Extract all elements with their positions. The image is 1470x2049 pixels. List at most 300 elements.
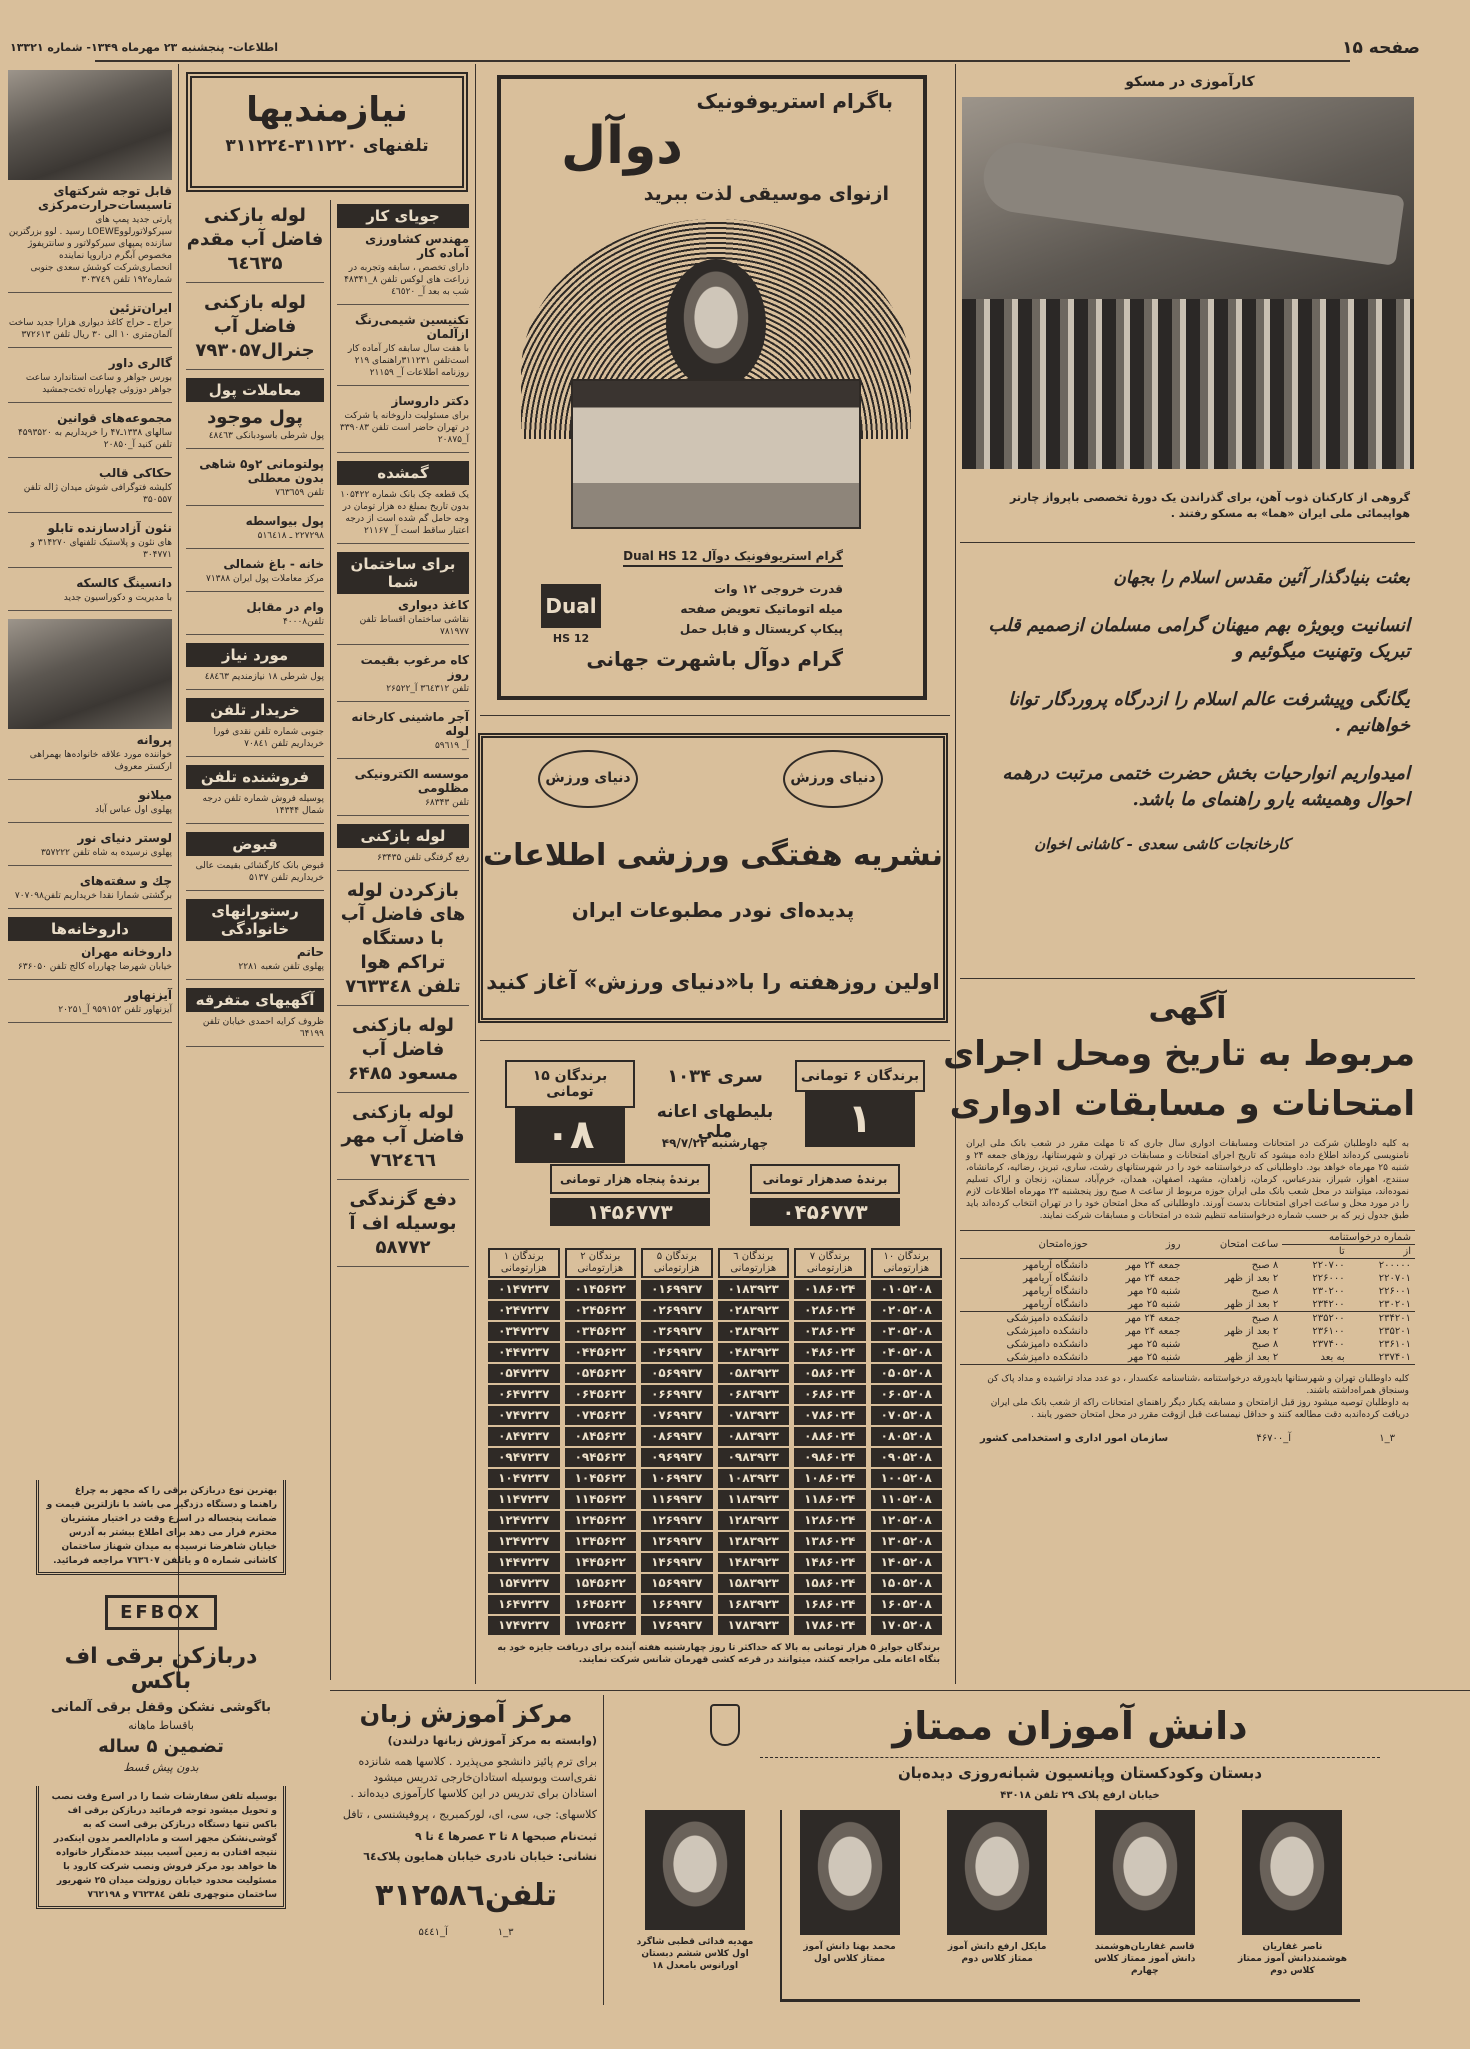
exam-row xyxy=(960,1298,1415,1312)
dual-line2: ازنوای موسیقی لذت ببرید xyxy=(640,183,893,205)
classified-ad xyxy=(186,832,324,891)
student-photo xyxy=(1095,1810,1195,1935)
student-caption: مایکل ارفع دانش آموز ممتاز کلاس دوم xyxy=(947,1942,1047,1964)
section-rule xyxy=(960,978,1415,979)
exam-code-2: آ_۴۶۷۰۰ xyxy=(1256,1433,1291,1444)
exam-cell: دانشکده دامپزشکی xyxy=(1006,1326,1088,1337)
section-rule xyxy=(480,1040,950,1041)
section-rule xyxy=(330,1690,1470,1691)
sport-logo-left: دنیای ورزش xyxy=(538,750,638,808)
school-subtitle: دبستان وکودکستان وپانسیون شبانه‌روزی دیده‌بان xyxy=(897,1764,1263,1782)
ad-title: قابل توجه شرکتهای تاسیسات‌حرارت‌مرکزی xyxy=(37,184,172,212)
ad-body: خواننده مورد علاقه خانواده‌ها بهمراهی ارکستر معروف xyxy=(29,750,172,772)
ad-body: پوسیله فروش شماره تلفن درجه شمال ۱۴۳۴۴ xyxy=(202,794,324,816)
ad-title: دکتر داروساز xyxy=(391,394,469,408)
school-ad xyxy=(630,1700,1380,2000)
lottery-number: ۰۸۰۵۲۰۸ xyxy=(871,1427,943,1446)
exam-issuer: سازمان امور اداری و استخدامی کشور xyxy=(980,1433,1169,1444)
exam-cell: جمعه ۲۴ مهر xyxy=(1125,1273,1181,1284)
lottery-number: ۰۸۴۵۶۲۲ xyxy=(565,1427,637,1446)
exam-cell: ۲۲۶۰۰۱ xyxy=(1378,1286,1411,1297)
student-photo xyxy=(1242,1810,1342,1935)
lottery-number: ۱۷۸۳۹۲۳ xyxy=(718,1616,790,1635)
lottery-number: ۰۵۴۷۲۳۷ xyxy=(488,1364,560,1383)
ad-title: میلانو xyxy=(138,788,172,802)
winner-15-label: برندگان ۱۵ تومانی xyxy=(505,1060,635,1108)
ad-body: رفع گرفتگی تلفن ۶۳۴۳۵ xyxy=(377,853,469,863)
classified-ad xyxy=(8,411,172,458)
exam-cell: ۲۳۶۱۰۰ xyxy=(1312,1326,1345,1337)
ad-title: مهندس کشاورزی آماده کار xyxy=(365,232,469,260)
ad-body: قبوض بانک کارگشائی بقیمت عالی خریداریم تلفن ۵۱۳۷ xyxy=(195,861,324,883)
classified-ad xyxy=(337,824,469,871)
ad-title: داروخانه مهران xyxy=(81,945,172,959)
lottery-column-header: برندگان ۲ هزارتومانی xyxy=(565,1248,637,1278)
th-from: از xyxy=(1403,1246,1411,1257)
classified-ad xyxy=(186,378,324,449)
section-heading: جویای کار xyxy=(337,204,469,228)
classifieds-title: نیازمندیها xyxy=(246,90,408,130)
lottery-number: ۰۴۰۵۲۰۸ xyxy=(871,1343,943,1362)
lottery-number: ۱۳۸۶۰۲۴ xyxy=(794,1532,866,1551)
ad-body: تلفن۴۰۰۰۸ xyxy=(282,617,324,627)
lottery-number: ۰۳۴۷۲۳۷ xyxy=(488,1322,560,1341)
lottery-number: ۰۸۶۹۹۳۷ xyxy=(641,1427,713,1446)
lottery-footer: برندگان جوایز ۵ هزار تومانی به بالا که حداکثر تا روز چهارشنبه هفته آینده برای دریافت جایزه خود به بنگاه اعانه ملی مراجعه کنند، میتوانند در قرعه کشی قهرمان شانس شرکت نمایند. xyxy=(497,1643,940,1665)
exam-notice xyxy=(943,990,1415,1444)
ad-body: با مدیریت و دکوراسیون جدید xyxy=(63,593,172,603)
ad-body: آیزنهاور تلفن ۹۵۹۱۵۲ آ_۲۰۲۵۱ xyxy=(58,1005,172,1015)
efbox-install: باقساط ماهانه xyxy=(128,1719,194,1732)
exam-row xyxy=(960,1312,1415,1326)
exam-row xyxy=(960,1325,1415,1338)
ad-body: آ_ ۵۹٦۱۹ xyxy=(434,741,469,751)
lottery-number: ۱۲۸۶۰۲۴ xyxy=(794,1511,866,1530)
lottery-number: ۱۳۶۹۹۳۷ xyxy=(641,1532,713,1551)
ad-headline: پول موجود xyxy=(207,407,303,428)
ad-title: آجر ماشینی کارخانه لوله xyxy=(351,710,469,738)
ad-title: دانسینگ کالسکه xyxy=(76,576,172,590)
ad-title: حاتم xyxy=(296,945,324,959)
exam-title-2: امتحانات و مسابقات ادواری xyxy=(949,1084,1415,1124)
lottery-number: ۱۵۶۹۹۳۷ xyxy=(641,1574,713,1593)
lottery-number: ۰۷۰۵۲۰۸ xyxy=(871,1406,943,1425)
exam-cell: ۸ صبح xyxy=(1251,1286,1279,1297)
lottery-number: ۰۶۶۹۹۳۷ xyxy=(641,1385,713,1404)
crowd-shape xyxy=(962,299,1414,469)
lottery-number: ۰۴۸۳۹۲۳ xyxy=(718,1343,790,1362)
airplane-shape xyxy=(979,138,1405,266)
lottery-number: ۰۶۸۳۹۲۳ xyxy=(718,1385,790,1404)
lottery-column-header: برندگان ۷ هزارتومانی xyxy=(794,1248,866,1278)
efbox-logo: EFBOX xyxy=(105,1595,217,1630)
ad-title: کاه مرغوب بقیمت روز xyxy=(360,653,469,681)
lottery-number: ۰۵۴۵۶۲۲ xyxy=(565,1364,637,1383)
exam-cell: دانشگاه آریامهر xyxy=(1023,1299,1088,1310)
lottery-number: ۱۵۴۷۲۳۷ xyxy=(488,1574,560,1593)
winner-100k-number: ۰۴۵۶۷۷۳ xyxy=(750,1198,900,1226)
student-card xyxy=(940,1810,1055,1999)
exam-cell: ۲۲۰۷۰۰ xyxy=(1312,1260,1345,1271)
moscow-caption: گروهی از کارکنان ذوب آهن، برای گذراندن یک دورهٔ تخصصی باپرواز چارتر هواپیمائی ملی ایران «هما» به مسکو رفتند . xyxy=(1010,491,1410,520)
classified-ad xyxy=(8,619,172,780)
th-time: ساعت امتحان xyxy=(1219,1239,1279,1250)
lottery-number: ۱۲۸۳۹۲۳ xyxy=(718,1511,790,1530)
section-heading: آگهیهای متفرقه xyxy=(186,988,324,1012)
ad-body: سالهای ۱۳۳۸ـ۴۷ را خریداریم به ۴۵۹۳۵۲۰ تلفن کنید آ_۲۰۸۵۰ xyxy=(17,428,172,450)
section-heading: رستورانهای خانوادگی xyxy=(186,899,324,941)
sport-subtitle: پدیده‌ای نودر مطبوعات ایران xyxy=(571,898,855,922)
exam-cell: دانشکده دامپزشکی xyxy=(1006,1313,1088,1324)
lottery-number: ۰۲۴۵۶۲۲ xyxy=(565,1301,637,1320)
classified-ad xyxy=(186,988,324,1047)
ad-body: تلفن ۶۸۳۴۳ xyxy=(425,798,469,808)
lottery-number: ۱۰۰۵۲۰۸ xyxy=(871,1469,943,1488)
language-classes: کلاسهای: جی، سی، ای، لورکمبریج ، پروفیشنسی ، تافل xyxy=(342,1808,597,1821)
th-venue: حوزه‌امتحان xyxy=(1038,1239,1088,1250)
ad-body: پهلوی تلفن شعبه ۲۲۸۱ xyxy=(238,962,324,972)
ad-title: چك و سفته‌های xyxy=(79,874,172,888)
winner-100k-label: برندهٔ صدهزار تومانی xyxy=(750,1164,900,1194)
ad-body: ۲۲۷۲۹۸ ـ ۵۱٦٤۱٨ xyxy=(257,531,324,541)
dual-feature: میله اتوماتیک تعویض صفحه xyxy=(680,602,843,616)
exam-row xyxy=(960,1272,1415,1285)
lottery-number: ۰۷۴۵۶۲۲ xyxy=(565,1406,637,1425)
sport-weekly-ad xyxy=(478,733,948,1023)
exam-cell: دانشگاه آریامهر xyxy=(1023,1286,1088,1297)
exam-schedule-table xyxy=(960,1230,1415,1365)
lottery-number: ۰۶۴۵۶۲۲ xyxy=(565,1385,637,1404)
efbox-nodown: بدون پیش قسط xyxy=(123,1761,199,1774)
section-heading: گمشده xyxy=(337,461,469,485)
student-caption: محمد بهنا دانش آموز ممتاز کلاس اول xyxy=(803,1942,896,1964)
classified-ad xyxy=(337,653,469,702)
exam-rows xyxy=(960,1259,1415,1365)
turntable-image xyxy=(571,379,861,529)
th-application: شماره درخواستنامه xyxy=(1282,1231,1415,1245)
exam-cell: ۲۳۷۴۰۱ xyxy=(1378,1352,1411,1363)
lottery-number: ۰۳۴۵۶۲۲ xyxy=(565,1322,637,1341)
page-header xyxy=(0,38,1470,58)
lottery-column-header: برندگان ۵ هزارتومانی xyxy=(641,1248,713,1278)
exam-cell: به بعد xyxy=(1320,1352,1345,1363)
ad-photo xyxy=(8,619,172,729)
lottery-number: ۱۷۶۹۹۳۷ xyxy=(641,1616,713,1635)
lottery-number: ۰۹۸۳۹۲۳ xyxy=(718,1448,790,1467)
column-divider xyxy=(330,200,331,1680)
efbox-body: بوسیله تلفن سفارشات شما را در اسرع وقت نصب و تحویل میشود توجه فرمائید دربازکن برقی اف باکس تنها دستگاه دربازکن برقی است که به گوشی‌نشکن مجهز است و مادام‌العمر بدون اینکه‌در نتیجه افتادن به زمین آسیب ببیند خدمتگزار خانواده ها خواهد بود مرکز فروش ونصب شرکت کارود با مسئولیت محدود خیابان روزولت میدان ۲۵ شهریور ساختمان منوچهری تلفن ۷٦۲۳۸٤ و ۷٦۲۱۹۸ xyxy=(36,1786,286,1909)
lottery-number: ۰۸۸۳۹۲۳ xyxy=(718,1427,790,1446)
lottery-number: ۰۴۸۶۰۲۴ xyxy=(794,1343,866,1362)
exam-cell: دانشکده دامپزشکی xyxy=(1006,1339,1088,1350)
ads-column-right xyxy=(333,198,473,1275)
exam-intro: به کلیه داوطلبان شرکت در امتحانات ومسابقات ادواری سال جاری که تا مهلت مقرر در شعب بانک ملی ایران نامنویسی کرده‌اند اطلاع داده میشود که تاریخ اجرای امتحانات و مسابقات در تهران و شهرستانها، روزهای جمعه ۲۴ و شنبه ۲۵ مهرماه خواهد بود. داوطلبانی که درخواستنامه خود را در شهرستانهای رشت، ساری، تبریز، رضائیه، کرمانشاه، سنندج، اهواز، شیراز، بندرعباس، کرمان، زاهدان، مشهد، اصفهان، همدان، خرم‌آباد، سمنان، زنجان و اراک تسلیم نموده‌اند، میتوانند در محل شعب بانک ملی ایران حوزه مربوط از ساعت ۸ صبح روز پنجشنبه ۲۳ مهرماه اطلاعات لازم را در مورد محل و ساعت اجرای امتحانات بدست آورند. داوطلبانی که محل امتحان خود را در تهران انتخاب کرده‌اند باید طبق جدول زیر که بر حسب شماره درخواستنامه تنظیم شده در امتحانات و مسابقات شرکت نمایند. xyxy=(966,1139,1409,1221)
lottery-number: ۱۵۴۵۶۲۲ xyxy=(565,1574,637,1593)
student-caption: ناصر غفاریان هوشمنددانش آموز ممتاز کلاس دوم xyxy=(1237,1942,1347,1976)
sport-logo-right: دنیای ورزش xyxy=(783,750,883,808)
lottery-column-header: برندگان ٦ هزارتومانی xyxy=(718,1248,790,1278)
lottery-number: ۱۶۸۳۹۲۳ xyxy=(718,1595,790,1614)
th-to: تا xyxy=(1338,1246,1345,1257)
ads-column-middle xyxy=(182,198,328,1055)
classified-ad xyxy=(337,313,469,386)
exam-cell: ۲ بعد از ظهر xyxy=(1224,1352,1279,1363)
language-center-ad xyxy=(335,1700,597,1938)
lottery-number: ۰۲۴۷۲۳۷ xyxy=(488,1301,560,1320)
dual-slogan: گرام دوآل باشهرت جهانی xyxy=(586,647,843,671)
lottery-column-header: برندگان ۱۰ هزارتومانی xyxy=(871,1248,943,1278)
ad-title: آیزنهاور xyxy=(124,988,172,1002)
classified-ad xyxy=(337,204,469,305)
language-hours: ثبت‌نام صبحها ۸ تا ۳ عصرها ٤ تا ۹ xyxy=(414,1830,597,1843)
exam-row xyxy=(960,1259,1415,1273)
masthead-date: اطلاعات- پنجشنبه ۲۳ مهرماه ۱۳۴۹- شماره ۱۳۳۲۱ xyxy=(10,41,279,54)
lottery-number: ۱۶۸۶۰۲۴ xyxy=(794,1595,866,1614)
lottery-number: ۱۱۴۷۲۳۷ xyxy=(488,1490,560,1509)
language-code-2: ۳_۱ xyxy=(497,1927,514,1938)
dual-feature: قدرت خروجی ۱۲ وات xyxy=(714,582,843,596)
exam-cell: ۸ صبح xyxy=(1251,1313,1279,1324)
dual-features xyxy=(680,579,843,639)
lottery-number: ۱۶۰۵۲۰۸ xyxy=(871,1595,943,1614)
lottery-number: ۰۴۴۵۶۲۲ xyxy=(565,1343,637,1362)
ad-body: پول شرطی باسودبانکی ٤٨٤٦۳ xyxy=(208,431,324,441)
language-body: برای ترم پائیز دانشجو می‌پذیرد . کلاسها همه شانزده نفری‌است وبوسیله استادان‌خارجی تدریس میشود استادان برای تدریس در این کلاسها کارآموزی دیده‌اند . xyxy=(350,1755,597,1800)
lottery-number: ۱۷۰۵۲۰۸ xyxy=(871,1616,943,1635)
student-photo xyxy=(645,1810,745,1930)
dual-brand: دوآل xyxy=(561,116,683,176)
classified-ad xyxy=(8,521,172,568)
classified-ad xyxy=(8,70,172,293)
lottery-number: ۱۴۸۳۹۲۳ xyxy=(718,1553,790,1572)
exam-cell: ۲۳۴۲۰۰ xyxy=(1312,1299,1345,1310)
classified-ad xyxy=(186,643,324,690)
winner-50k-number: ۱۴۵۶۷۷۳ xyxy=(550,1198,710,1226)
ad-title: ایران‌تزئین xyxy=(109,301,172,315)
lottery-number: ۱۰۶۹۹۳۷ xyxy=(641,1469,713,1488)
winner-15-number: ۰۸ xyxy=(515,1108,625,1163)
exam-cell: دانشگاه آریامهر xyxy=(1023,1273,1088,1284)
exam-cell: ۲ بعد از ظهر xyxy=(1224,1273,1279,1284)
efbox-guarantee: تضمین ۵ ساله xyxy=(98,1736,224,1757)
lottery-number: ۱۶۴۷۲۳۷ xyxy=(488,1595,560,1614)
ad-body: کلیشه فتوگرافی شوش میدان ژاله تلفن ۳۵۰۵۵۷ xyxy=(23,483,172,505)
lottery-number: ۱۱۶۹۹۳۷ xyxy=(641,1490,713,1509)
lottery-number: ۱۲۶۹۹۳۷ xyxy=(641,1511,713,1530)
greeting-line: امیدواریم انوارحیات بخش حضرت ختمی مرتبت درهمه احوال وهمیشه یارو راهنمای ما باشد. xyxy=(1002,763,1410,810)
efbox-sub: باگوشی نشکن وقفل برقی آلمانی xyxy=(50,1700,272,1715)
lottery-number: ۰۷۸۶۰۲۴ xyxy=(794,1406,866,1425)
page-number: صفحه ۱۵ xyxy=(1342,38,1420,58)
ad-title: وام در مقابل xyxy=(246,600,324,614)
lottery-number: ۱۷۴۷۲۳۷ xyxy=(488,1616,560,1635)
exam-row xyxy=(960,1351,1415,1365)
lottery-date: چهارشنبه ۴۹/۷/۲۲ xyxy=(661,1136,769,1150)
sport-cta: اولین روزهفته را با«دنیای ورزش» آغاز کنید xyxy=(486,970,940,994)
lottery-number: ۱۳۸۳۹۲۳ xyxy=(718,1532,790,1551)
lottery-number: ۱۷۴۵۶۲۲ xyxy=(565,1616,637,1635)
classified-ad xyxy=(186,557,324,592)
lottery-number: ۰۵۶۹۹۳۷ xyxy=(641,1364,713,1383)
lottery-number: ۱۱۸۶۰۲۴ xyxy=(794,1490,866,1509)
ad-headline: لوله بازکنی فاضل آب مهر ۷٦۲٤٦٦ xyxy=(341,1102,465,1171)
dual-line1: باگرام استریوفونیک xyxy=(696,89,893,113)
language-address: نشانی: خیابان نادری خیابان همایون پلاک٦٤ xyxy=(363,1850,597,1863)
ad-body: با هفت سال سابقه کار آماده کار است‌تلفن ۳۱۱۲۳۱راهنمای ۲۱۹ روزنامه اطلاعات آ_ ۲۱۱۵۹ xyxy=(347,344,469,378)
column-divider xyxy=(603,1695,604,2005)
winner-50k-label: برندهٔ پنجاه هزار تومانی xyxy=(550,1164,710,1194)
lottery-number: ۱۰۸۶۰۲۴ xyxy=(794,1469,866,1488)
section-heading: خریدار تلفن xyxy=(186,698,324,722)
ad-body: نقاشی ساختمان اقساط تلفن ۷۸۱۹۷۷ xyxy=(359,615,469,637)
lottery-series: سری ۱۰۳۴ xyxy=(667,1066,763,1087)
column-divider xyxy=(955,64,956,1684)
exam-cell: ۲۳۰۲۰۰ xyxy=(1312,1286,1345,1297)
classified-ad xyxy=(337,1014,469,1093)
lottery-number: ۰۳۶۹۹۳۷ xyxy=(641,1322,713,1341)
lottery-number: ۱۶۴۵۶۲۲ xyxy=(565,1595,637,1614)
student-card xyxy=(792,1810,907,1999)
classified-ad xyxy=(186,765,324,824)
lottery-number: ۰۹۰۵۲۰۸ xyxy=(871,1448,943,1467)
lottery-number: ۱۴۰۵۲۰۸ xyxy=(871,1553,943,1572)
lottery-number: ۰۲۸۶۰۲۴ xyxy=(794,1301,866,1320)
lottery-number: ۱۵۸۶۰۲۴ xyxy=(794,1574,866,1593)
student-list xyxy=(780,1810,1360,2002)
section-heading: داروخانه‌ها xyxy=(8,917,172,941)
classified-ad xyxy=(8,576,172,611)
lottery-number: ۱۴۸۶۰۲۴ xyxy=(794,1553,866,1572)
winner-15-box xyxy=(505,1060,635,1163)
ad-body: جنوبی شماره تلفن نقدی فورا خریداریم تلفن ۷۰۸٤۱ xyxy=(213,727,324,749)
dual-feature: پیکاپ کریستال و قابل حمل xyxy=(679,622,843,636)
exam-cell: ۲۰۰۰۰۰ xyxy=(1378,1260,1411,1271)
efbox-ad xyxy=(36,1480,286,1909)
ad-body: بورس جواهر و ساعت استاندارد ساعت جواهر دوزوئی چهارراه تخت‌جمشید xyxy=(25,373,172,395)
lottery-number: ۰۵۸۶۰۲۴ xyxy=(794,1364,866,1383)
lottery-number: ۱۳۴۷۲۳۷ xyxy=(488,1532,560,1551)
lottery-number: ۰۷۴۷۲۳۷ xyxy=(488,1406,560,1425)
lottery-number: ۱۰۴۷۲۳۷ xyxy=(488,1469,560,1488)
classified-ad xyxy=(337,767,469,816)
lottery-number: ۱۲۴۵۶۲۲ xyxy=(565,1511,637,1530)
efbox-top-body: بهترین نوع دربازکن برقی را که مجهز به چراغ راهنما و دستگاه دزدگیر می باشد با نازلترین قیمت و ضمانت پنجساله در اسرع وقت در اختیار مشتریان محترم قرار می دهد برای اطلاع بیشتر به آدرس خیابان شاهرضا نرسیده به میدان شهناز ساختمان کاشانی شماره ۵ و یاتلفن ۷٦۳٦۰۷ مراجعه فرمائید. xyxy=(36,1480,286,1575)
lottery-number: ۰۱۸۶۰۲۴ xyxy=(794,1280,866,1299)
lottery-number: ۱۴۴۵۶۲۲ xyxy=(565,1553,637,1572)
classified-ad xyxy=(186,204,324,283)
ad-body: ظروف کرایه احمدی خیابان تلفن ٦۴۱۹۹ xyxy=(202,1017,324,1039)
moscow-title: کارآموزی در مسکو xyxy=(1125,74,1255,90)
classified-ad xyxy=(8,301,172,348)
classified-ad xyxy=(8,831,172,866)
classified-ad xyxy=(8,988,172,1023)
exam-cell: ۲۳۷۴۰۰ xyxy=(1312,1339,1345,1350)
language-affiliation: (وابسته به مرکز آموزش زبانها درلندن) xyxy=(387,1734,597,1747)
exam-cell: شنبه ۲۵ مهر xyxy=(1128,1299,1181,1310)
ad-title: موسسه الکترونیکی مظلومی xyxy=(354,767,469,795)
classified-ad xyxy=(8,874,172,909)
ads-column-left xyxy=(4,64,176,1031)
section-heading: معاملات پول xyxy=(186,378,324,402)
exam-cell: جمعه ۲۴ مهر xyxy=(1125,1260,1181,1271)
exam-label: آگهی xyxy=(1148,991,1227,1026)
student-photo xyxy=(800,1810,900,1935)
exam-cell: ۲۳۰۲۰۱ xyxy=(1378,1299,1411,1310)
classified-ad xyxy=(186,899,324,980)
ad-title: تکنیسین شیمی‌رنگ ازآلمان xyxy=(355,313,469,341)
exam-cell: ۸ صبح xyxy=(1251,1339,1279,1350)
ad-headline: دفع گزندگی بوسیله اف آ ۵۸۷۷۲ xyxy=(349,1189,457,1258)
section-heading: قبوض xyxy=(186,832,324,856)
ad-title: پول بیواسطه xyxy=(245,514,324,528)
classifieds-phones: تلفنهای ۳۱۱۲۲۰-۳۱۱۲۲٤ xyxy=(225,136,429,156)
classified-ad xyxy=(337,710,469,759)
lottery-number: ۰۷۶۹۹۳۷ xyxy=(641,1406,713,1425)
lottery-results xyxy=(480,1052,950,1682)
ad-body: های نئون و پلاستیک تلفنهای ۳۱۴۲۷۰ و ۳۰۴۷۷۱ xyxy=(30,538,172,560)
classified-ad xyxy=(337,552,469,645)
classified-ad xyxy=(337,394,469,453)
ad-body: پارتی جدید پمپ های سیرکولاتورلووLOEWE رسید . لوو بزرگترین سازنده پمپهای سیرکولاتور و سانتریفوژ مخصوص آبگرم دراروپا نماینده انحصاری‌شرکت کوشش سعدی جنوبی شماره۱۹۲ تلفن ۳۰۳۷٤۹ xyxy=(8,215,172,285)
language-phone: تلفن۳۱۲۵۸٦ xyxy=(375,1878,557,1913)
lottery-number: ۰۵۰۵۲۰۸ xyxy=(871,1364,943,1383)
school-address: خیابان ارفع پلاک ۲۹ تلفن ۴۳۰۱۸ xyxy=(1000,1790,1160,1801)
column-divider xyxy=(178,64,179,1674)
lottery-number: ۰۱۰۵۲۰۸ xyxy=(871,1280,943,1299)
ad-body: پول شرطی ۱۸ نیازمندیم ٤٨٤٦۳ xyxy=(204,672,324,682)
th-day: روز xyxy=(1165,1239,1181,1250)
ad-title: کاغذ دیواری xyxy=(398,598,469,612)
classified-ad xyxy=(337,461,469,544)
student-photo xyxy=(947,1810,1047,1935)
lottery-number: ۱۲۴۷۲۳۷ xyxy=(488,1511,560,1530)
lottery-number: ۱۴۶۹۹۳۷ xyxy=(641,1553,713,1572)
exam-cell: شنبه ۲۵ مهر xyxy=(1128,1286,1181,1297)
lottery-number: ۱۲۰۵۲۰۸ xyxy=(871,1511,943,1530)
ad-body: پهلوی اول عباس آباد xyxy=(95,805,172,815)
section-rule xyxy=(480,715,950,716)
lottery-number: ۰۲۶۹۹۳۷ xyxy=(641,1301,713,1320)
exam-cell: دانشگاه آریامهر xyxy=(1023,1260,1088,1271)
ad-body: تلفن ۷٦۳٦٥۹ xyxy=(275,488,324,498)
exam-cell: ۲ بعد از ظهر xyxy=(1224,1299,1279,1310)
classified-ad xyxy=(337,879,469,1006)
lottery-number: ۱۱۰۵۲۰۸ xyxy=(871,1490,943,1509)
classified-ad xyxy=(8,466,172,513)
exam-cell: ۲۳۶۱۰۱ xyxy=(1378,1339,1411,1350)
efbox-title: دربازکن برقی اف باکس xyxy=(64,1644,258,1694)
exam-cell: ۲ بعد از ظهر xyxy=(1224,1326,1279,1337)
winner-6-box xyxy=(795,1060,925,1147)
language-title: مرکز آموزش زبان xyxy=(359,1700,573,1728)
header-rule xyxy=(95,60,1350,62)
classified-ad xyxy=(337,1188,469,1267)
exam-title-1: مربوط به تاریخ ومحل اجرای xyxy=(943,1034,1415,1074)
lottery-number: ۰۹۶۹۹۳۷ xyxy=(641,1448,713,1467)
student-caption: قاسم غفاریان‌هوشمند دانش آموز ممتاز کلاس چهارم xyxy=(1094,1942,1196,1976)
student-card xyxy=(1235,1810,1350,1999)
exam-note-2: به داوطلبان توصیه میشود روز قبل ازامتحان و مسابقه یکبار دیگر راهنمای امتحانات راکه از شعب بانک ملی ایران دریافت کرده‌اندبه دقت مطالعه کنند و حداقل نیمساعت قبل ازوقت مقرر در محل امتحان حضور یابند . xyxy=(990,1398,1409,1420)
lottery-title: بلیطهای اعانه ملی xyxy=(656,1102,774,1142)
ad-title: مجموعه‌های قوانین xyxy=(57,411,172,425)
ad-headline: لوله بازکنی فاضل آب جنرال۷۹۳۰۵۷ xyxy=(195,292,315,361)
lottery-number: ۰۸۸۶۰۲۴ xyxy=(794,1427,866,1446)
lottery-number: ۱۵۰۵۲۰۸ xyxy=(871,1574,943,1593)
ad-body: دارای تخصص ، سابقه وتجربه در زراعت های لوکس تلفن ۸_۴۸۳۴۱ شب به بعد آ_ ٤٦٥٢۰ xyxy=(344,263,469,297)
section-heading: لوله بازکنی xyxy=(337,824,469,848)
exam-row xyxy=(960,1285,1415,1298)
winner-6-label: برندگان ۶ تومانی xyxy=(795,1060,925,1092)
